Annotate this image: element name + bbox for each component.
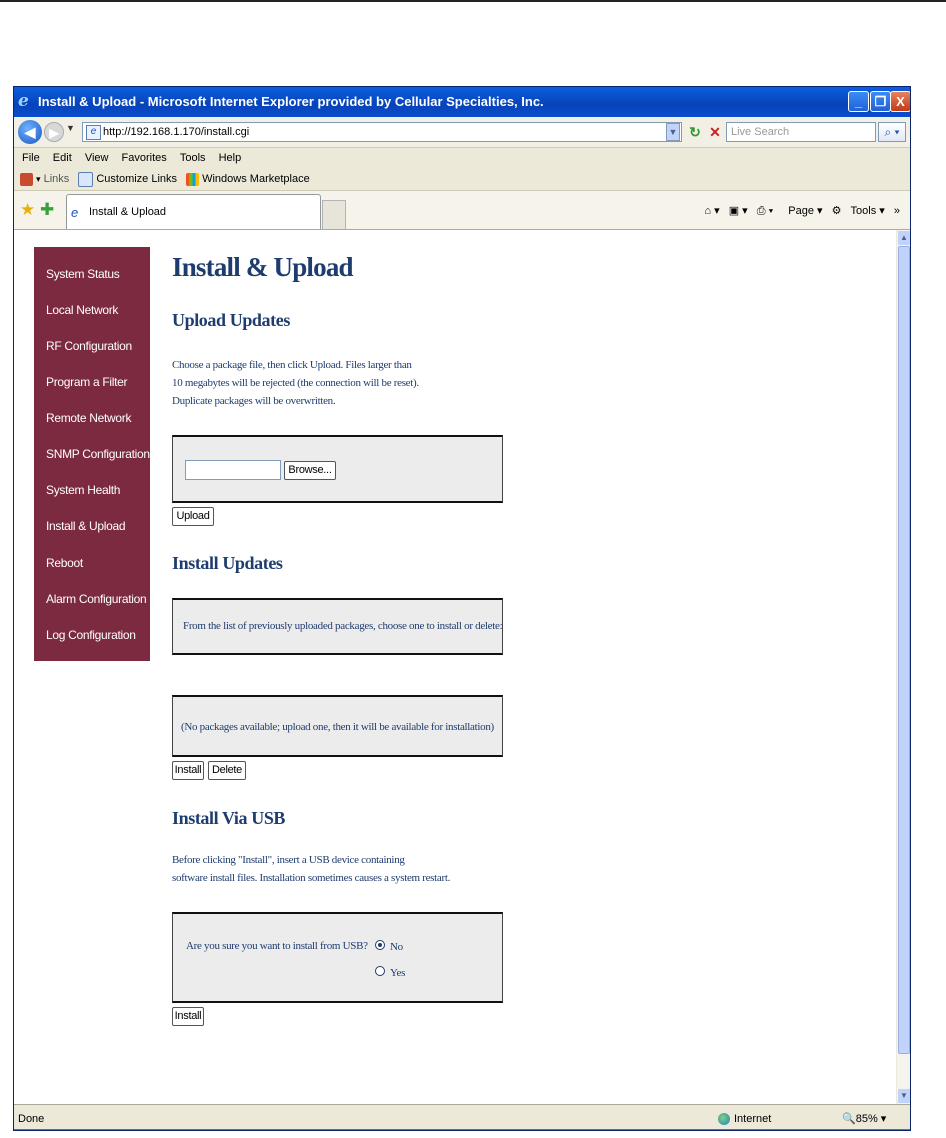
browse-button[interactable]: Browse... [284,461,336,480]
search-input[interactable]: Live Search [726,122,876,142]
add-favorites-icon[interactable]: ✚ [40,200,55,219]
page-viewport [14,230,896,1104]
status-text: Done [18,1113,45,1125]
close-button[interactable]: X [890,91,911,112]
usb-heading: Install Via USB [172,808,286,828]
window-title: Install & Upload - Microsoft Internet Explorer provided by Cellular Specialties, Inc. [38,94,544,109]
sidebar-item-install-upload[interactable]: Install & Upload [46,519,126,533]
upload-form-box [172,435,503,503]
tab-row [14,191,910,230]
menu-tools[interactable]: Tools [179,152,206,164]
zoom-level-label: 85% [855,1113,878,1125]
page-menu[interactable]: Page ▾ [788,205,823,217]
install-package-button[interactable]: Install [172,761,204,780]
sidebar-item-system-status[interactable]: System Status [46,267,120,281]
upload-button[interactable]: Upload [172,507,214,526]
back-button[interactable]: ◀ [18,120,42,144]
globe-icon [718,1113,730,1125]
file-path-input[interactable] [185,460,281,480]
scrollbar-thumb[interactable] [898,246,910,1054]
title-bar[interactable] [14,87,910,117]
stop-icon[interactable]: ✕ [709,124,721,140]
usb-question: Are you sure you want to install from USB? [186,940,368,952]
search-icon[interactable]: ⌕ ▾ [878,122,906,142]
menu-help[interactable]: Help [218,152,242,164]
status-bar [14,1104,910,1131]
sidebar-item-program-a-filter[interactable]: Program a Filter [46,375,128,389]
sidebar-item-reboot[interactable]: Reboot [46,556,83,570]
usb-description-line-2: software install files. Installation sometimes causes a system restart. [172,872,451,884]
menu-favorites[interactable]: Favorites [121,152,167,164]
sidebar-item-rf-configuration[interactable]: RF Configuration [46,339,132,353]
sidebar-item-log-configuration[interactable]: Log Configuration [46,628,136,642]
tools-menu[interactable]: ⚙ Tools ▾ [831,205,885,217]
upload-description-line-1: Choose a package file, then click Upload. Files larger than [172,359,412,371]
page-icon: e [86,125,101,140]
usb-confirm-box [172,912,503,1003]
address-dropdown-icon[interactable]: ▼ [666,123,680,141]
install-instruction: From the list of previously uploaded packages, choose one to install or delete: [183,620,503,632]
history-dropdown-icon[interactable]: ▼ [66,123,75,133]
print-icon[interactable]: ⎙ ▾ [756,205,774,217]
address-toolbar [14,117,910,148]
sidebar-item-alarm-configuration[interactable]: Alarm Configuration [46,592,147,606]
radio-yes[interactable] [375,966,385,976]
address-input[interactable] [82,122,682,142]
top-rule [0,0,946,2]
package-list-box [172,695,503,757]
menu-edit[interactable]: Edit [52,152,72,164]
install-instruction-box [172,598,503,655]
address-url: http://192.168.1.170/install.cgi [103,126,250,138]
usb-install-button[interactable]: Install [172,1007,204,1026]
new-tab-button[interactable] [322,200,346,229]
windows-marketplace-link[interactable]: Windows Marketplace [202,173,310,185]
install-heading: Install Updates [172,553,283,573]
security-zone [718,1107,771,1131]
no-packages-message: (No packages available; upload one, then it will be available for installation) [181,721,494,733]
radio-yes-label[interactable]: Yes [390,967,406,979]
sidebar-item-snmp-configuration[interactable]: SNMP Configuration [46,447,150,461]
refresh-icon[interactable]: ↻ [689,124,701,140]
upload-description-line-3: Duplicate packages will be overwritten. [172,395,336,407]
maximize-button[interactable]: ❐ [870,91,891,112]
menu-file[interactable]: File [22,152,40,164]
favorites-star-icon[interactable]: ★ [20,200,36,219]
delete-package-button[interactable]: Delete [208,761,246,780]
home-icon[interactable]: ⌂ ▾ [704,205,720,217]
sidebar-item-local-network[interactable]: Local Network [46,303,119,317]
usb-description-line-1: Before clicking "Install", insert a USB device containing [172,854,405,866]
radio-no-label[interactable]: No [390,941,403,953]
menu-bar [14,148,910,168]
radio-no[interactable] [375,940,385,950]
customize-links-link[interactable]: Customize Links [96,173,178,185]
command-bar [698,201,900,221]
minimize-button[interactable]: _ [848,91,869,112]
windows-flag-icon [186,173,199,186]
menu-view[interactable]: View [84,152,109,164]
feeds-icon[interactable]: ▣ ▾ [728,205,748,217]
overflow-chevron-icon[interactable]: » [893,205,900,217]
sidebar-item-remote-network[interactable]: Remote Network [46,411,132,425]
tab-install-upload[interactable] [66,194,321,229]
vertical-scrollbar[interactable] [897,230,911,1104]
security-zone-label: Internet [734,1113,772,1125]
tools-menu-label: Tools [850,205,877,217]
tab-page-icon: e [71,205,79,220]
internet-explorer-icon: e [18,91,29,111]
forward-button[interactable]: ▶ [44,122,64,142]
link-page-icon [78,172,93,187]
page-title: Install & Upload [172,252,353,282]
links-label[interactable]: Links [43,173,70,185]
page-menu-label: Page [788,205,814,217]
links-bar: ▾ Links Customize Links Windows Marketplace [14,168,910,191]
upload-description-line-2: 10 megabytes will be rejected (the connection will be reset). [172,377,419,389]
scroll-down-icon[interactable]: ▼ [898,1089,910,1103]
zoom-level[interactable]: 🔍85% ▾ [842,1113,887,1125]
taskbar-edge [14,1129,910,1131]
browser-window [13,86,911,1131]
tab-label: Install & Upload [89,206,167,218]
feed-icon[interactable] [20,173,33,186]
scroll-up-icon[interactable]: ▲ [898,231,910,245]
upload-heading: Upload Updates [172,310,290,330]
sidebar-item-system-health[interactable]: System Health [46,483,121,497]
sidebar-nav [34,247,150,661]
